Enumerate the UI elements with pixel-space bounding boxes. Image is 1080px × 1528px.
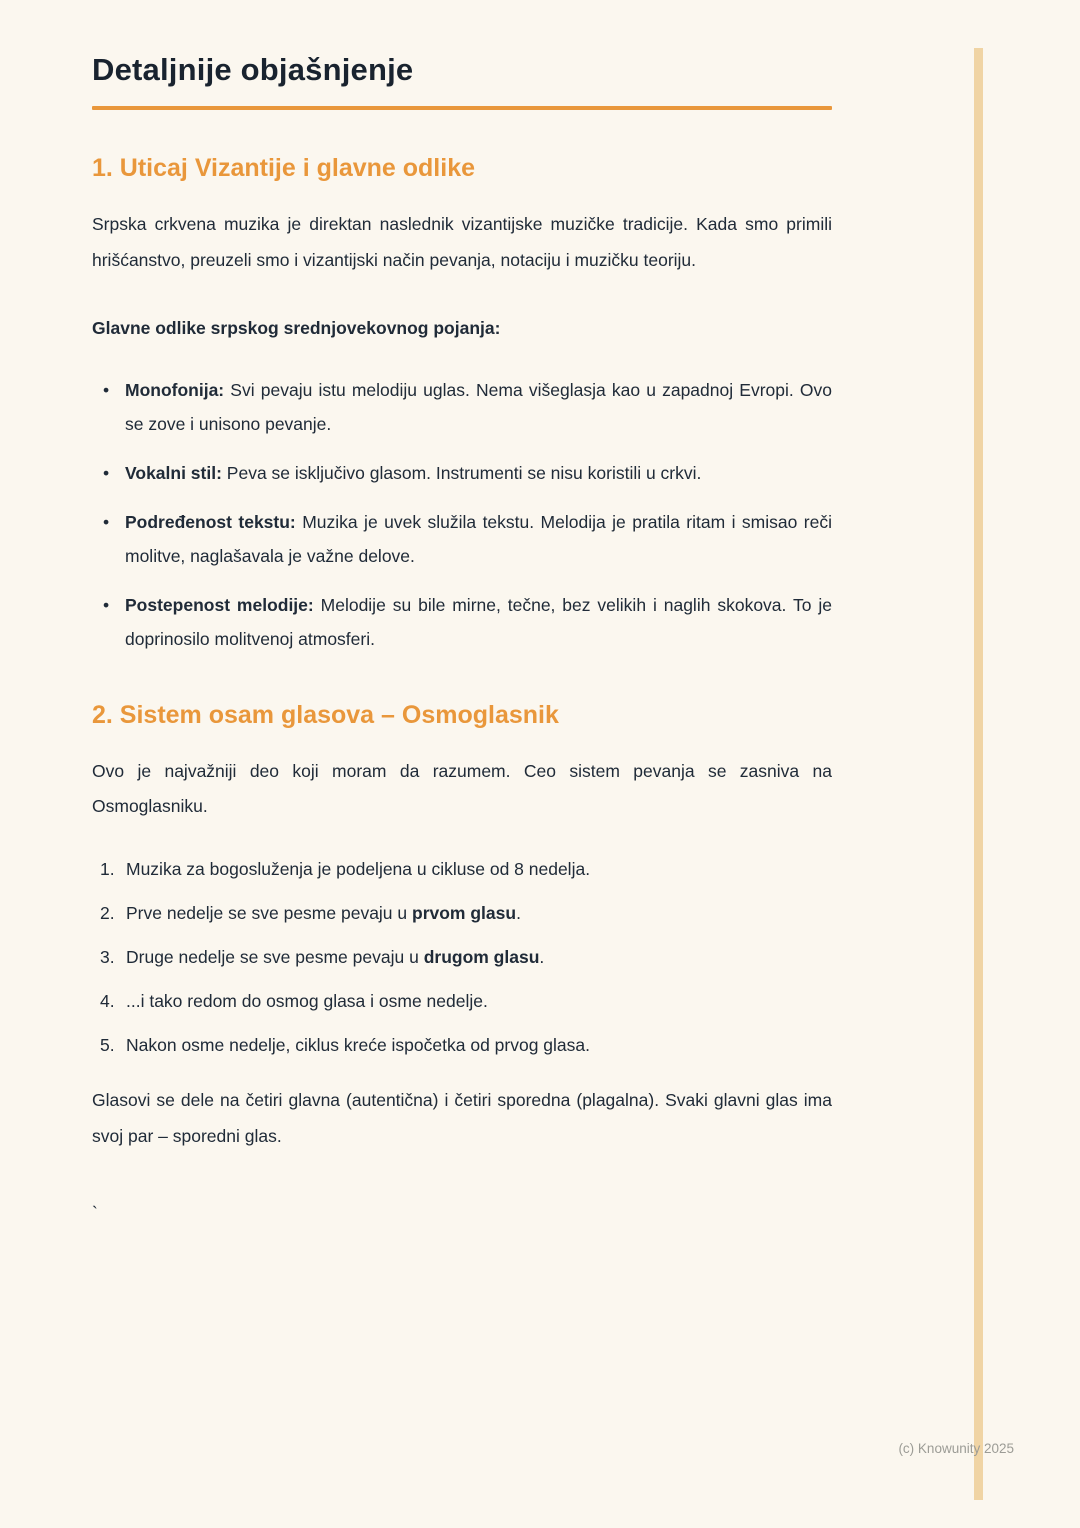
step-text: Prve nedelje se sve pesme pevaju u [126,903,412,924]
osmoglasnik-steps-list [92,855,832,1059]
section-1-subheading: Glavne odlike srpskog srednjovekovnog pojanja: [92,317,501,338]
document-content [92,52,832,1242]
list-item [92,505,832,573]
copyright-footer: (c) Knowunity 2025 [898,1441,1014,1456]
bullet-text: Melodije su bile mirne, tečne, bez velikih i naglih skokova. To je doprinosilo molitvenoj atmosferi. [125,595,832,650]
features-list [92,373,832,657]
list-item [92,456,832,490]
section-1-intro: Srpska crkvena muzika je direktan naslednik vizantijske muzičke tradicije. Kada smo primili hrišćanstvo, preuzeli smo i vizantijski način pevanja, notaciju i muzičku teoriju. [92,214,832,270]
bullet-lead: Monofonija: [125,379,225,400]
section-1-heading: 1. Uticaj Vizantije i glavne odlike [92,154,476,182]
stray-backtick: ` [92,1203,98,1223]
page-title: Detaljnije objašnjenje [92,52,414,87]
bullet-text: Muzika je uvek služila tekstu. Melodija je pratila ritam i smisao reči molitve, naglašavala je važne delove. [125,512,832,567]
list-item [92,855,832,883]
section-2-outro: Glasovi se dele na četiri glavna (autentična) i četiri sporedna (plagalna). Svaki glavni glas ima svoj par – sporedni glas. [92,1090,832,1147]
step-post: . [516,903,521,924]
step-post: . [539,947,545,968]
list-item [92,1031,832,1059]
step-bold: drugom glasu [423,947,540,968]
section-2-intro: Ovo je najvažniji deo koji moram da razumem. Ceo sistem pevanja se zasniva na Osmoglasniku. [92,760,832,817]
bullet-text: Peva se isključivo glasom. Instrumenti se nisu koristili u crkvi. [221,462,702,483]
list-item [92,588,832,656]
list-item [92,899,832,927]
title-underline [92,106,832,110]
bullet-text: Svi pevaju istu melodiju uglas. Nema višeglasja kao u zapadnoj Evropi. Ovo se zove i unisono pevanje. [125,379,832,434]
bullet-lead: Vokalni stil: [125,462,222,483]
bullet-lead: Podređenost tekstu: [125,512,296,532]
section-2-heading: 2. Sistem osam glasova – Osmoglasnik [92,700,559,729]
bullet-lead: Postepenost melodije: [125,595,314,616]
list-item [92,373,832,441]
step-text: ...i tako redom do osmog glasa i osme nedelje. [126,991,488,1012]
list-item [92,987,832,1015]
list-item [92,943,832,971]
right-edge-stripe [974,48,983,1500]
step-text: Nakon osme nedelje, ciklus kreće ispočetka od prvog glasa. [126,1035,590,1056]
step-text: Druge nedelje se sve pesme pevaju u [126,947,424,968]
step-bold: prvom glasu [412,903,517,924]
step-text: Muzika za bogosluženja je podeljena u cikluse od 8 nedelja. [126,859,591,880]
